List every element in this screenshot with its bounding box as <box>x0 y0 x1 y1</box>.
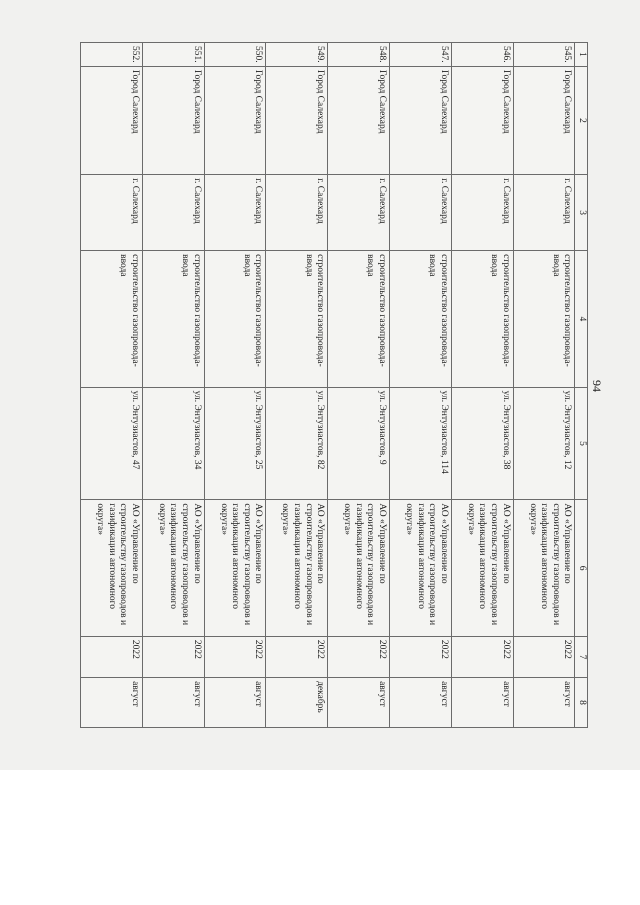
col-header-1: 1 <box>575 43 588 67</box>
year-cell: 2022 <box>451 636 513 677</box>
executor-cell: АО «Управление по строительству газопроводов и газификации автономного округа» <box>513 500 575 637</box>
table-row <box>513 43 575 728</box>
register-table <box>80 42 588 728</box>
address-cell: ул. Энтузиастов, 34 <box>142 387 204 500</box>
executor-cell: АО «Управление по строительству газопроводов и газификации автономного округа» <box>390 500 452 637</box>
col-header-6: 6 <box>575 500 588 637</box>
municipality-cell: Город Салехард <box>390 66 452 174</box>
municipality-cell: Город Салехард <box>81 66 143 174</box>
locality-cell: г. Салехард <box>451 175 513 251</box>
locality-cell: г. Салехард <box>142 175 204 251</box>
locality-cell: г. Салехард <box>390 175 452 251</box>
municipality-cell: Город Салехард <box>513 66 575 174</box>
row-number: 546. <box>451 43 513 67</box>
month-cell: декабрь <box>266 678 328 728</box>
locality-cell: г. Салехард <box>204 175 266 251</box>
table-row <box>328 43 390 728</box>
table-row <box>204 43 266 728</box>
month-cell: август <box>390 678 452 728</box>
work-type-cell: строительство газопровода-ввода <box>328 251 390 388</box>
row-number: 552. <box>81 43 143 67</box>
executor-cell: АО «Управление по строительству газопроводов и газификации автономного округа» <box>266 500 328 637</box>
year-cell: 2022 <box>390 636 452 677</box>
table-row <box>266 43 328 728</box>
work-type-cell: строительство газопровода-ввода <box>266 251 328 388</box>
table-row <box>81 43 143 728</box>
work-type-cell: строительство газопровода-ввода <box>513 251 575 388</box>
address-cell: ул. Энтузиастов, 82 <box>266 387 328 500</box>
row-number: 547. <box>390 43 452 67</box>
col-header-4: 4 <box>575 251 588 388</box>
municipality-cell: Город Салехард <box>266 66 328 174</box>
month-cell: август <box>81 678 143 728</box>
col-header-2: 2 <box>575 66 588 174</box>
table-row <box>451 43 513 728</box>
col-header-5: 5 <box>575 387 588 500</box>
executor-cell: АО «Управление по строительству газопроводов и газификации автономного округа» <box>204 500 266 637</box>
address-cell: ул. Энтузиастов, 12 <box>513 387 575 500</box>
address-cell: ул. Энтузиастов, 47 <box>81 387 143 500</box>
year-cell: 2022 <box>513 636 575 677</box>
executor-cell: АО «Управление по строительству газопроводов и газификации автономного округа» <box>451 500 513 637</box>
col-header-3: 3 <box>575 175 588 251</box>
work-type-cell: строительство газопровода-ввода <box>81 251 143 388</box>
col-header-7: 7 <box>575 636 588 677</box>
address-cell: ул. Энтузиастов, 114 <box>390 387 452 500</box>
executor-cell: АО «Управление по строительству газопроводов и газификации автономного округа» <box>328 500 390 637</box>
month-cell: август <box>142 678 204 728</box>
month-cell: август <box>451 678 513 728</box>
address-cell: ул. Энтузиастов, 25 <box>204 387 266 500</box>
row-number: 549. <box>266 43 328 67</box>
table-row <box>390 43 452 728</box>
month-cell: август <box>328 678 390 728</box>
executor-cell: АО «Управление по строительству газопроводов и газификации автономного округа» <box>142 500 204 637</box>
locality-cell: г. Салехард <box>328 175 390 251</box>
address-cell: ул. Энтузиастов, 9 <box>328 387 390 500</box>
locality-cell: г. Салехард <box>513 175 575 251</box>
locality-cell: г. Салехард <box>81 175 143 251</box>
row-number: 551. <box>142 43 204 67</box>
month-cell: август <box>513 678 575 728</box>
municipality-cell: Город Салехард <box>204 66 266 174</box>
table-row <box>142 43 204 728</box>
municipality-cell: Город Салехард <box>328 66 390 174</box>
municipality-cell: Город Салехард <box>142 66 204 174</box>
row-number: 550. <box>204 43 266 67</box>
executor-cell: АО «Управление по строительству газопроводов и газификации автономного округа» <box>81 500 143 637</box>
row-number: 548. <box>328 43 390 67</box>
year-cell: 2022 <box>328 636 390 677</box>
year-cell: 2022 <box>142 636 204 677</box>
col-header-8: 8 <box>575 678 588 728</box>
year-cell: 2022 <box>81 636 143 677</box>
month-cell: август <box>204 678 266 728</box>
page-number: 94 <box>590 380 604 392</box>
year-cell: 2022 <box>204 636 266 677</box>
municipality-cell: Город Салехард <box>451 66 513 174</box>
address-cell: ул. Энтузиастов, 38 <box>451 387 513 500</box>
locality-cell: г. Салехард <box>266 175 328 251</box>
work-type-cell: строительство газопровода-ввода <box>142 251 204 388</box>
year-cell: 2022 <box>266 636 328 677</box>
work-type-cell: строительство газопровода-ввода <box>390 251 452 388</box>
work-type-cell: строительство газопровода-ввода <box>204 251 266 388</box>
column-number-row <box>575 43 588 728</box>
row-number: 545. <box>513 43 575 67</box>
rotated-table-wrapper <box>80 42 588 728</box>
work-type-cell: строительство газопровода-ввода <box>451 251 513 388</box>
